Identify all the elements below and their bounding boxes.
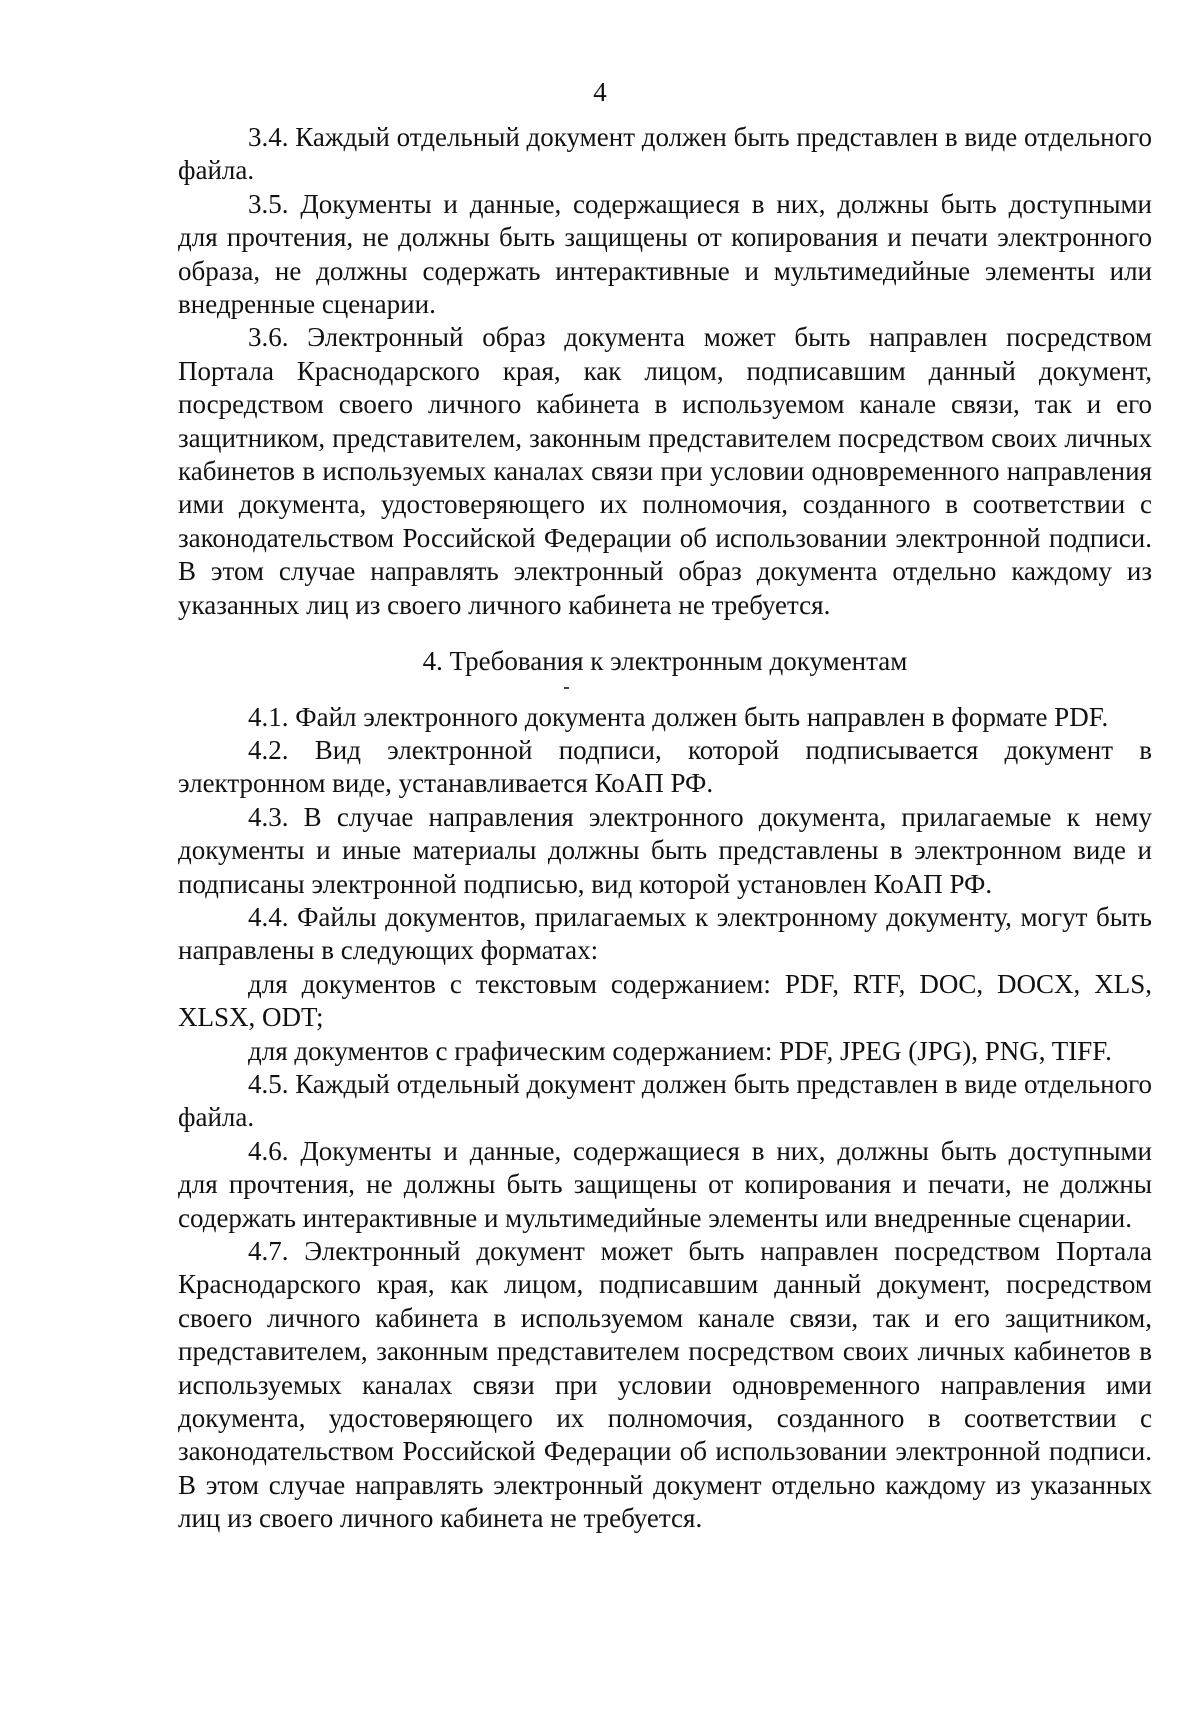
paragraph-4-7: 4.7. Электронный документ может быть направлен посредством Портала Краснодарского края, как лицом, подписавшим данный документ, посредством своего личного кабинета в используемом канале связи, так и его защитником, представителем, законным представителем посредством своих личных кабинетов в используемых каналах связи при условии одновременного направления ими документа, удостоверяющего их полномочия, созданного в соответствии с законодательством Российской Федерации об использовании электронной подписи. В этом случае направлять электронный документ отдельно каждому из указанных лиц из своего личного кабинета не требуется. — [178, 1236, 1152, 1534]
document-body — [178, 121, 1152, 1536]
paragraph-3-4: 3.4. Каждый отдельный документ должен быть представлен в виде отдельного файла. — [178, 122, 1152, 186]
paragraph-4-3: 4.3. В случае направления электронного документа, прилагаемые к нему документы и иные материалы должны быть представлены в электронном виде и подписаны электронной подписью, вид которой установлен КоАП РФ. — [178, 801, 1152, 899]
format-list-graphic: для документов с графическим содержанием: PDF, JPEG (JPG), PNG, TIFF. — [248, 1035, 1112, 1066]
format-list-text: для документов с текстовым содержанием: PDF, RTF, DOC, DOCX, XLS, XLSX, ODT; — [178, 968, 1152, 1033]
paragraph-3-6: 3.6. Электронный образ документа может быть направлен посредством Портала Краснодарского края, как лицом, подписавшим данный документ, посредством своего личного кабинета в используемом канале связи, так и его защитником, представителем, законным представителем посредством своих личных кабинетов в используемых каналах связи при условии одновременного направления ими документа, удостоверяющего их полномочия, созданного в соответствии с законодательством Российской Федерации об использовании электронной подписи. В этом случае направлять электронный образ документа отдельно каждому из указанных лиц из своего личного кабинета не требуется. — [178, 322, 1152, 620]
paragraph-4-2: 4.2. Вид электронной подписи, которой подписывается документ в электронном виде, устанавливается КоАП РФ. — [178, 734, 1152, 799]
paragraph-4-4: 4.4. Файлы документов, прилагаемых к электронному документу, могут быть направлены в следующих форматах: — [178, 901, 1152, 966]
paragraph-4-1: 4.1. Файл электронного документа должен быть направлен в формате PDF. — [248, 701, 1109, 732]
paragraph-4-5: 4.5. Каждый отдельный документ должен быть представлен в виде отдельного файла. — [178, 1068, 1152, 1133]
paragraph-4-6: 4.6. Документы и данные, содержащиеся в них, должны быть доступными для прочтения, не должны быть защищены от копирования и печати, не должны содержать интерактивные и мультимедийные элементы или внедренные сценарии. — [178, 1135, 1152, 1233]
page-number: 4 — [593, 77, 607, 107]
paragraph-3-5: 3.5. Документы и данные, содержащиеся в них, должны быть доступными для прочтения, не должны быть защищены от копирования и печати электронного образа, не должны содержать интерактивные и мультимедийные элементы или внедренные сценарии. — [178, 188, 1152, 320]
section-4-title: 4. Требования к электронным документам — [422, 646, 908, 677]
scan-mark — [178, 679, 1152, 701]
